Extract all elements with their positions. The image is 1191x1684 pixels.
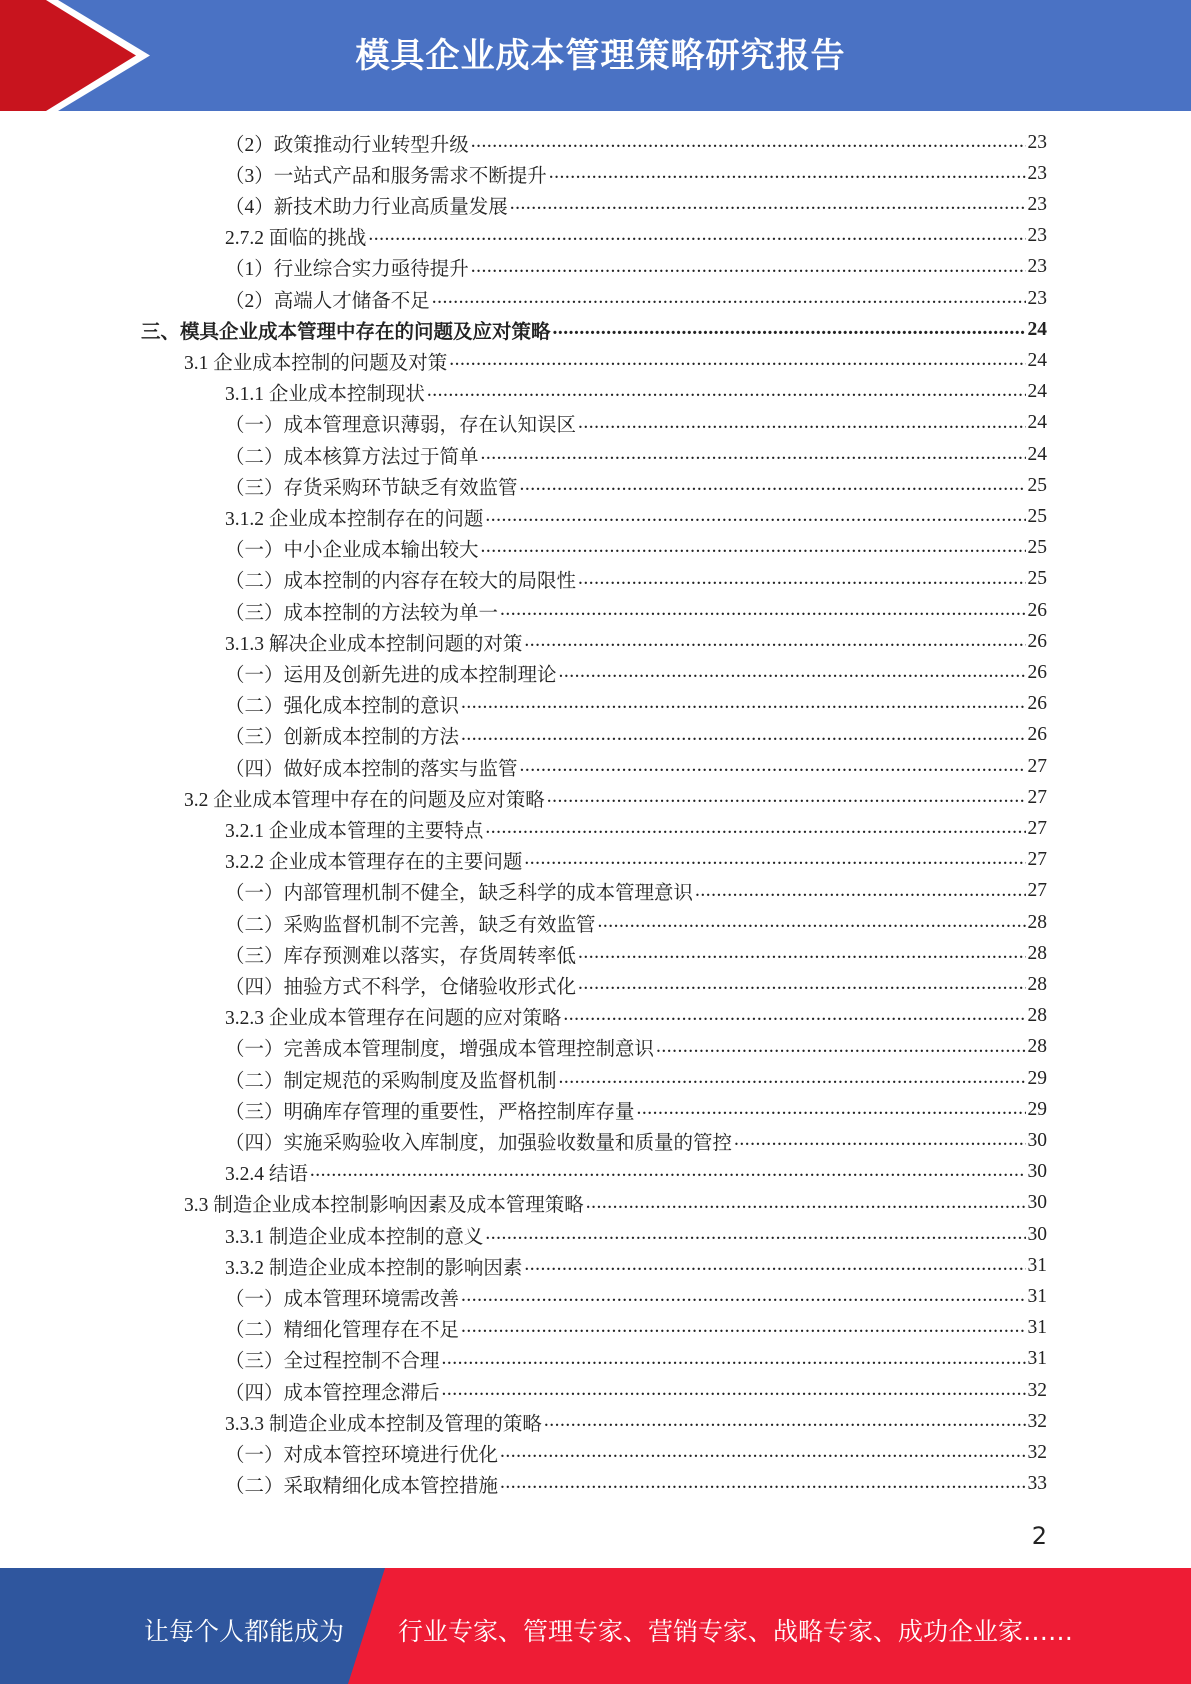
toc-entry[interactable] — [225, 252, 1047, 283]
toc-entry-label: （三）明确库存管理的重要性，严格控制库存量 — [225, 1101, 635, 1123]
toc-entry[interactable] — [225, 1344, 1047, 1375]
toc-entry-label: （一）完善成本管理制度，增强成本管理控制意识 — [225, 1039, 655, 1061]
toc-entry[interactable] — [225, 1032, 1047, 1063]
toc-entry-label: （2）政策推动行业转型升级 — [225, 134, 469, 156]
toc-entry[interactable] — [225, 564, 1047, 595]
toc-entry-page: 32 — [1027, 1441, 1047, 1463]
toc-entry-page: 23 — [1027, 225, 1047, 247]
toc-leader-dots — [559, 661, 1026, 684]
toc-entry-page: 23 — [1027, 131, 1047, 153]
toc-leader-dots — [520, 755, 1026, 778]
toc-leader-dots — [461, 1285, 1025, 1308]
toc-entry-page: 26 — [1027, 630, 1047, 652]
toc-entry-page: 26 — [1027, 599, 1047, 621]
toc-entry[interactable] — [225, 938, 1047, 969]
toc-leader-dots — [553, 318, 1026, 341]
toc-entry-label: 3.3.3 制造企业成本控制及管理的策略 — [225, 1413, 542, 1435]
toc-leader-dots — [510, 193, 1026, 216]
toc-entry-page: 25 — [1027, 474, 1047, 496]
toc-entry-page: 32 — [1027, 1379, 1047, 1401]
toc-entry-page: 31 — [1027, 1254, 1047, 1276]
toc-leader-dots — [578, 973, 1025, 996]
toc-leader-dots — [586, 1192, 1026, 1215]
toc-leader-dots — [563, 1004, 1025, 1027]
toc-entry-label: （四）抽验方式不科学，仓储验收形式化 — [225, 976, 577, 998]
toc-entry-page: 32 — [1027, 1410, 1047, 1432]
toc-leader-dots — [481, 536, 1026, 559]
toc-entry-page: 25 — [1027, 568, 1047, 590]
toc-leader-dots — [461, 724, 1025, 747]
toc-entry[interactable] — [225, 720, 1047, 751]
toc-entry-page: 25 — [1027, 505, 1047, 527]
toc-entry-page: 24 — [1027, 349, 1047, 371]
toc-leader-dots — [524, 848, 1025, 871]
toc-leader-dots — [449, 349, 1025, 372]
toc-entry-page: 26 — [1027, 693, 1047, 715]
toc-entry-page: 29 — [1027, 1067, 1047, 1089]
toc-entry-page: 31 — [1027, 1285, 1047, 1307]
toc-leader-dots — [578, 942, 1025, 965]
page-header — [0, 0, 1191, 111]
toc-leader-dots — [442, 1348, 1026, 1371]
toc-entry-label: （二）精细化管理存在不足 — [225, 1320, 460, 1342]
toc-entry-label: （四）实施采购验收入库制度，加强验收数量和质量的管控 — [225, 1132, 733, 1154]
toc-entry-label: 3.3 制造企业成本控制影响因素及成本管理策略 — [184, 1195, 584, 1217]
toc-entry[interactable] — [225, 813, 1047, 844]
toc-entry-page: 28 — [1027, 1005, 1047, 1027]
toc-leader-dots — [524, 1254, 1025, 1277]
toc-leader-dots — [547, 786, 1026, 809]
toc-entry-page: 23 — [1027, 193, 1047, 215]
toc-entry-page: 33 — [1027, 1473, 1047, 1495]
toc-entry[interactable] — [225, 1063, 1047, 1094]
toc-entry-page: 27 — [1027, 849, 1047, 871]
toc-entry[interactable] — [225, 1375, 1047, 1406]
toc-entry-label: 3.3.1 制造企业成本控制的意义 — [225, 1226, 484, 1248]
toc-leader-dots — [500, 1441, 1025, 1464]
toc-entry[interactable] — [225, 501, 1047, 532]
toc-entry[interactable] — [225, 657, 1047, 688]
toc-entry-label: 2.7.2 面临的挑战 — [225, 228, 367, 250]
toc-entry[interactable] — [225, 1437, 1047, 1468]
toc-leader-dots — [578, 412, 1025, 435]
toc-entry-label: 3.2 企业成本管理中存在的问题及应对策略 — [184, 789, 545, 811]
toc-entry-label: （二）制定规范的采购制度及监督机制 — [225, 1070, 557, 1092]
toc-entry-page: 28 — [1027, 942, 1047, 964]
footer-slogan-right: 行业专家、管理专家、营销专家、战略专家、成功企业家…… — [398, 1617, 1074, 1646]
toc-entry-label: 三、模具企业成本管理中存在的问题及应对策略 — [141, 321, 551, 343]
toc-leader-dots — [598, 911, 1026, 934]
toc-entry-label: （3）一站式产品和服务需求不断提升 — [225, 165, 547, 187]
toc-entry-label: （一）成本管理环境需改善 — [225, 1288, 460, 1310]
toc-entry[interactable] — [184, 345, 1047, 376]
toc-entry-label: （一）内部管理机制不健全，缺乏科学的成本管理意识 — [225, 883, 694, 905]
toc-entry-label: 3.2.2 企业成本管理存在的主要问题 — [225, 852, 523, 874]
toc-leader-dots — [524, 630, 1025, 653]
toc-entry[interactable] — [225, 439, 1047, 470]
toc-entry-label: （三）全过程控制不合理 — [225, 1351, 440, 1373]
toc-entry[interactable] — [225, 907, 1047, 938]
toc-entry[interactable] — [225, 377, 1047, 408]
report-title: 模具企业成本管理策略研究报告 — [355, 36, 846, 76]
toc-entry-page: 28 — [1027, 1036, 1047, 1058]
page-footer — [0, 1568, 1191, 1684]
toc-entry-label: （二）采取精细化成本管控措施 — [225, 1476, 499, 1498]
toc-entry[interactable] — [225, 283, 1047, 314]
toc-leader-dots — [544, 1410, 1026, 1433]
toc-entry-page: 31 — [1027, 1317, 1047, 1339]
toc-entry-page: 24 — [1027, 443, 1047, 465]
toc-entry-label: （一）中小企业成本输出较大 — [225, 540, 479, 562]
toc-entry-label: 3.2.4 结语 — [225, 1164, 308, 1186]
toc-leader-dots — [461, 1316, 1025, 1339]
toc-entry[interactable] — [225, 1406, 1047, 1437]
toc-entry[interactable] — [225, 1281, 1047, 1312]
toc-entry[interactable] — [184, 1188, 1047, 1219]
toc-entry[interactable] — [225, 595, 1047, 626]
toc-entry-label: （2）高端人才储备不足 — [225, 290, 430, 312]
toc-leader-dots — [485, 817, 1025, 840]
toc-entry-page: 27 — [1027, 817, 1047, 839]
toc-leader-dots — [485, 505, 1025, 528]
toc-leader-dots — [578, 568, 1025, 591]
toc-entry-page: 23 — [1027, 162, 1047, 184]
toc-leader-dots — [500, 599, 1025, 622]
toc-leader-dots — [471, 256, 1026, 279]
toc-entry-label: （一）对成本管控环境进行优化 — [225, 1444, 499, 1466]
toc-entry-page: 24 — [1027, 381, 1047, 403]
toc-leader-dots — [500, 1472, 1025, 1495]
toc-entry-page: 28 — [1027, 911, 1047, 933]
toc-entry-page: 31 — [1027, 1348, 1047, 1370]
footer-slogan-left: 让每个人都能成为 — [144, 1617, 345, 1646]
toc-entry-page: 27 — [1027, 880, 1047, 902]
toc-entry-page: 23 — [1027, 256, 1047, 278]
toc-leader-dots — [559, 1067, 1026, 1090]
toc-entry-page: 30 — [1027, 1129, 1047, 1151]
toc-entry-label: （三）创新成本控制的方法 — [225, 727, 460, 749]
toc-leader-dots — [427, 380, 1026, 403]
toc-entry[interactable] — [225, 1219, 1047, 1250]
toc-entry-label: （4）新技术助力行业高质量发展 — [225, 196, 508, 218]
toc-leader-dots — [471, 131, 1026, 154]
toc-entry-label: （1）行业综合实力亟待提升 — [225, 259, 469, 281]
toc-entry-page: 25 — [1027, 537, 1047, 559]
toc-entry-label: 3.1.1 企业成本控制现状 — [225, 384, 425, 406]
toc-leader-dots — [695, 880, 1025, 903]
toc-entry-page: 30 — [1027, 1192, 1047, 1214]
toc-entry-page: 24 — [1027, 318, 1047, 340]
toc-leader-dots — [656, 1036, 1025, 1059]
toc-entry-label: （二）强化成本控制的意识 — [225, 696, 460, 718]
toc-entry-label: （三）存货采购环节缺乏有效监管 — [225, 477, 518, 499]
toc-entry-page: 30 — [1027, 1223, 1047, 1245]
toc-entry[interactable] — [225, 1313, 1047, 1344]
toc-leader-dots — [432, 287, 1026, 310]
toc-leader-dots — [520, 474, 1026, 497]
toc-entry-page: 27 — [1027, 755, 1047, 777]
toc-entry-label: （四）成本管控理念滞后 — [225, 1382, 440, 1404]
toc-entry[interactable] — [225, 626, 1047, 657]
toc-entry[interactable] — [225, 533, 1047, 564]
toc-entry-label: （一）成本管理意识薄弱，存在认知误区 — [225, 415, 577, 437]
toc-entry[interactable] — [225, 1094, 1047, 1125]
toc-entry[interactable] — [225, 876, 1047, 907]
toc-entry[interactable] — [184, 782, 1047, 813]
toc-entry[interactable] — [225, 1001, 1047, 1032]
page-number: 2 — [1031, 1522, 1047, 1550]
toc-leader-dots — [637, 1098, 1026, 1121]
toc-entry[interactable] — [225, 689, 1047, 720]
toc-entry-label: （四）做好成本控制的落实与监管 — [225, 758, 518, 780]
toc-entry-label: （一）运用及创新先进的成本控制理论 — [225, 664, 557, 686]
toc-entry-page: 23 — [1027, 287, 1047, 309]
toc-entry[interactable] — [225, 470, 1047, 501]
toc-entry[interactable] — [225, 221, 1047, 252]
toc-entry[interactable] — [225, 751, 1047, 782]
toc-entry[interactable] — [225, 408, 1047, 439]
toc-leader-dots — [481, 443, 1026, 466]
toc-leader-dots — [368, 224, 1025, 247]
toc-leader-dots — [461, 692, 1025, 715]
toc-entry-label: 3.2.3 企业成本管理存在问题的应对策略 — [225, 1008, 562, 1030]
toc-entry-page: 27 — [1027, 786, 1047, 808]
toc-entry[interactable] — [225, 189, 1047, 220]
toc-entry-page: 26 — [1027, 724, 1047, 746]
toc-entry-page: 26 — [1027, 661, 1047, 683]
toc-entry-page: 28 — [1027, 973, 1047, 995]
toc-entry[interactable] — [225, 969, 1047, 1000]
toc-entry[interactable] — [225, 158, 1047, 189]
toc-entry[interactable] — [225, 127, 1047, 158]
toc-entry-page: 30 — [1027, 1161, 1047, 1183]
toc-entry-label: （二）成本控制的内容存在较大的局限性 — [225, 571, 577, 593]
toc-leader-dots — [310, 1160, 1026, 1183]
toc-entry-label: 3.1.3 解决企业成本控制问题的对策 — [225, 633, 523, 655]
toc-entry-page: 24 — [1027, 412, 1047, 434]
toc-entry-label: 3.3.2 制造企业成本控制的影响因素 — [225, 1257, 523, 1279]
toc-leader-dots — [442, 1379, 1026, 1402]
toc-entry-label: （三）成本控制的方法较为单一 — [225, 602, 499, 624]
toc-entry-label: （二）采购监督机制不完善，缺乏有效监管 — [225, 914, 596, 936]
toc-entry-label: 3.1 企业成本控制的问题及对策 — [184, 352, 448, 374]
toc-entry[interactable] — [225, 1469, 1047, 1500]
toc-entry-label: （二）成本核算方法过于简单 — [225, 446, 479, 468]
toc-entry-label: 3.2.1 企业成本管理的主要特点 — [225, 820, 484, 842]
toc-entry-label: （三）库存预测难以落实，存货周转率低 — [225, 945, 577, 967]
toc-leader-dots — [485, 1223, 1025, 1246]
toc-leader-dots — [549, 162, 1026, 185]
toc-entry[interactable] — [225, 845, 1047, 876]
toc-entry[interactable] — [141, 314, 1047, 345]
toc-entry[interactable] — [225, 1157, 1047, 1188]
toc-entry[interactable] — [225, 1250, 1047, 1281]
toc-entry[interactable] — [225, 1125, 1047, 1156]
toc-entry-label: 3.1.2 企业成本控制存在的问题 — [225, 508, 484, 530]
toc-leader-dots — [734, 1129, 1025, 1152]
toc-entry-page: 29 — [1027, 1098, 1047, 1120]
